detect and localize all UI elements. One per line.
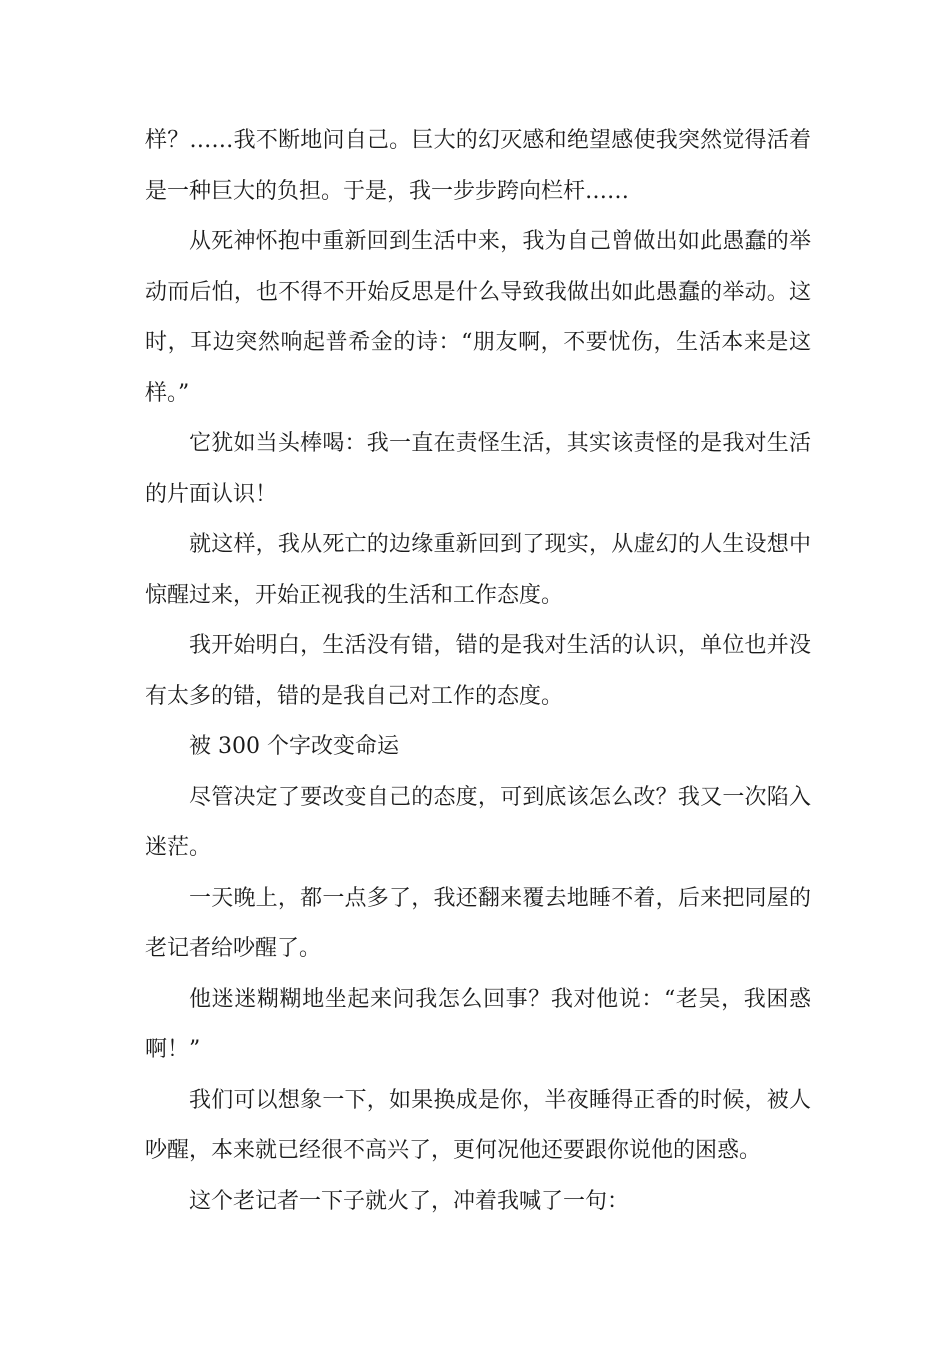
- section-heading: 被 300 个字改变命运: [189, 734, 399, 759]
- paragraph: 我开始明白，生活没有错，错的是我对生活的认识，单位也并没有太多的错，错的是我自己对工作的态度。: [145, 633, 811, 709]
- paragraph-continuation: 样？……我不断地问自己。巨大的幻灭感和绝望感使我突然觉得活着是一种巨大的负担。于是，我一步步跨向栏杆……: [145, 128, 811, 204]
- paragraph: 这个老记者一下子就火了，冲着我喊了一句：: [189, 1188, 630, 1214]
- paragraph: 它犹如当头棒喝：我一直在责怪生活，其实该责怪的是我对生活的片面认识！: [145, 431, 811, 507]
- paragraph: 尽管决定了要改变自己的态度，可到底该怎么改？我又一次陷入迷茫。: [145, 784, 811, 860]
- document-body: [145, 116, 811, 1227]
- paragraph: 他迷迷糊糊地坐起来问我怎么回事？我对他说：“老吴，我困惑啊！”: [145, 986, 811, 1062]
- paragraph: 一天晚上，都一点多了，我还翻来覆去地睡不着，后来把同屋的老记者给吵醒了。: [145, 885, 811, 961]
- paragraph: 从死神怀抱中重新回到生活中来，我为自己曾做出如此愚蠢的举动而后怕，也不得不开始反思是什么导致我做出如此愚蠢的举动。这时，耳边突然响起普希金的诗：“朋友啊，不要忧伤，生活本来是这样。”: [145, 229, 811, 406]
- paragraph: 我们可以想象一下，如果换成是你，半夜睡得正香的时候，被人吵醒，本来就已经很不高兴了，更何况他还要跟你说他的困惑。: [145, 1087, 811, 1163]
- paragraph: 就这样，我从死亡的边缘重新回到了现实，从虚幻的人生设想中惊醒过来，开始正视我的生活和工作态度。: [145, 532, 811, 608]
